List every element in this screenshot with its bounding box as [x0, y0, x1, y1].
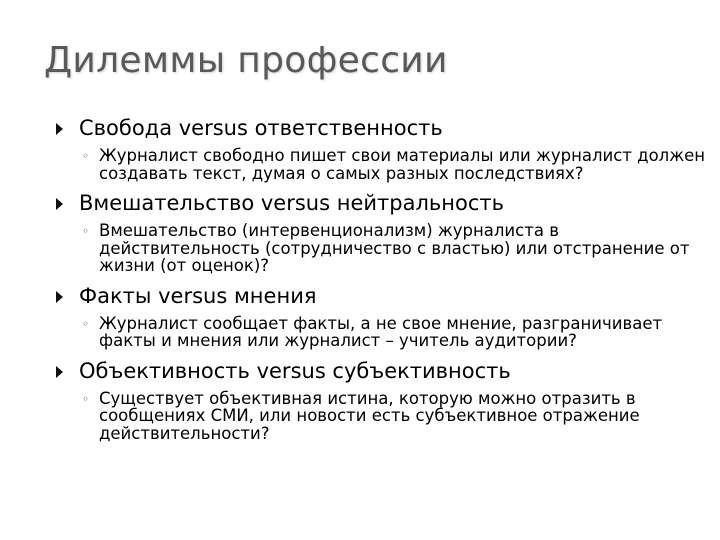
item-heading: Объективность versus субъективность: [79, 358, 511, 383]
item-heading-row: [50, 281, 710, 313]
item-heading-row: [50, 356, 710, 388]
item-heading: Факты versus мнения: [79, 283, 317, 308]
list-item: [50, 356, 710, 443]
ring-bullet-icon: ◦: [82, 224, 90, 238]
ring-bullet-icon: ◦: [82, 391, 90, 406]
triangle-right-icon: [56, 123, 63, 135]
item-heading-row: [50, 113, 710, 145]
item-subpoint-text: Вмешательство (интервенционализм) журналиста в действительность (сотрудничество с властью) или отстранение от жизни (от оценок)?: [99, 221, 690, 275]
list-item: [50, 113, 710, 182]
item-heading: Свобода versus ответственность: [79, 116, 443, 140]
item-heading: Вмешательство versus нейтральность: [79, 191, 504, 215]
item-subpoint: [80, 390, 709, 443]
item-subpoint: [80, 315, 709, 350]
triangle-right-icon: [56, 291, 63, 303]
slide-title: Дилеммы профессии: [44, 40, 448, 81]
item-subpoint-text: Существует объективная истина, которую можно отразить в сообщениях СМИ, или новости есть субъективное отражение действительности?: [99, 388, 640, 443]
list-item: [50, 188, 710, 275]
item-subpoint-text: Журналист сообщает факты, а не свое мнение, разграничивает факты и мнения или журналист – учитель аудитории?: [99, 313, 663, 350]
list-item: [50, 281, 710, 350]
triangle-right-icon: [56, 198, 63, 210]
triangle-right-icon: [56, 366, 63, 378]
ring-bullet-icon: ◦: [82, 149, 90, 163]
item-heading-row: [50, 188, 710, 220]
item-subpoint: [80, 222, 709, 275]
ring-bullet-icon: ◦: [82, 316, 90, 331]
item-subpoint-text: Журналист свободно пишет свои материалы или журналист должен создавать текст, думая о самых разных последствиях?: [99, 146, 706, 183]
item-subpoint: [80, 147, 709, 182]
bullet-list: [50, 113, 710, 448]
